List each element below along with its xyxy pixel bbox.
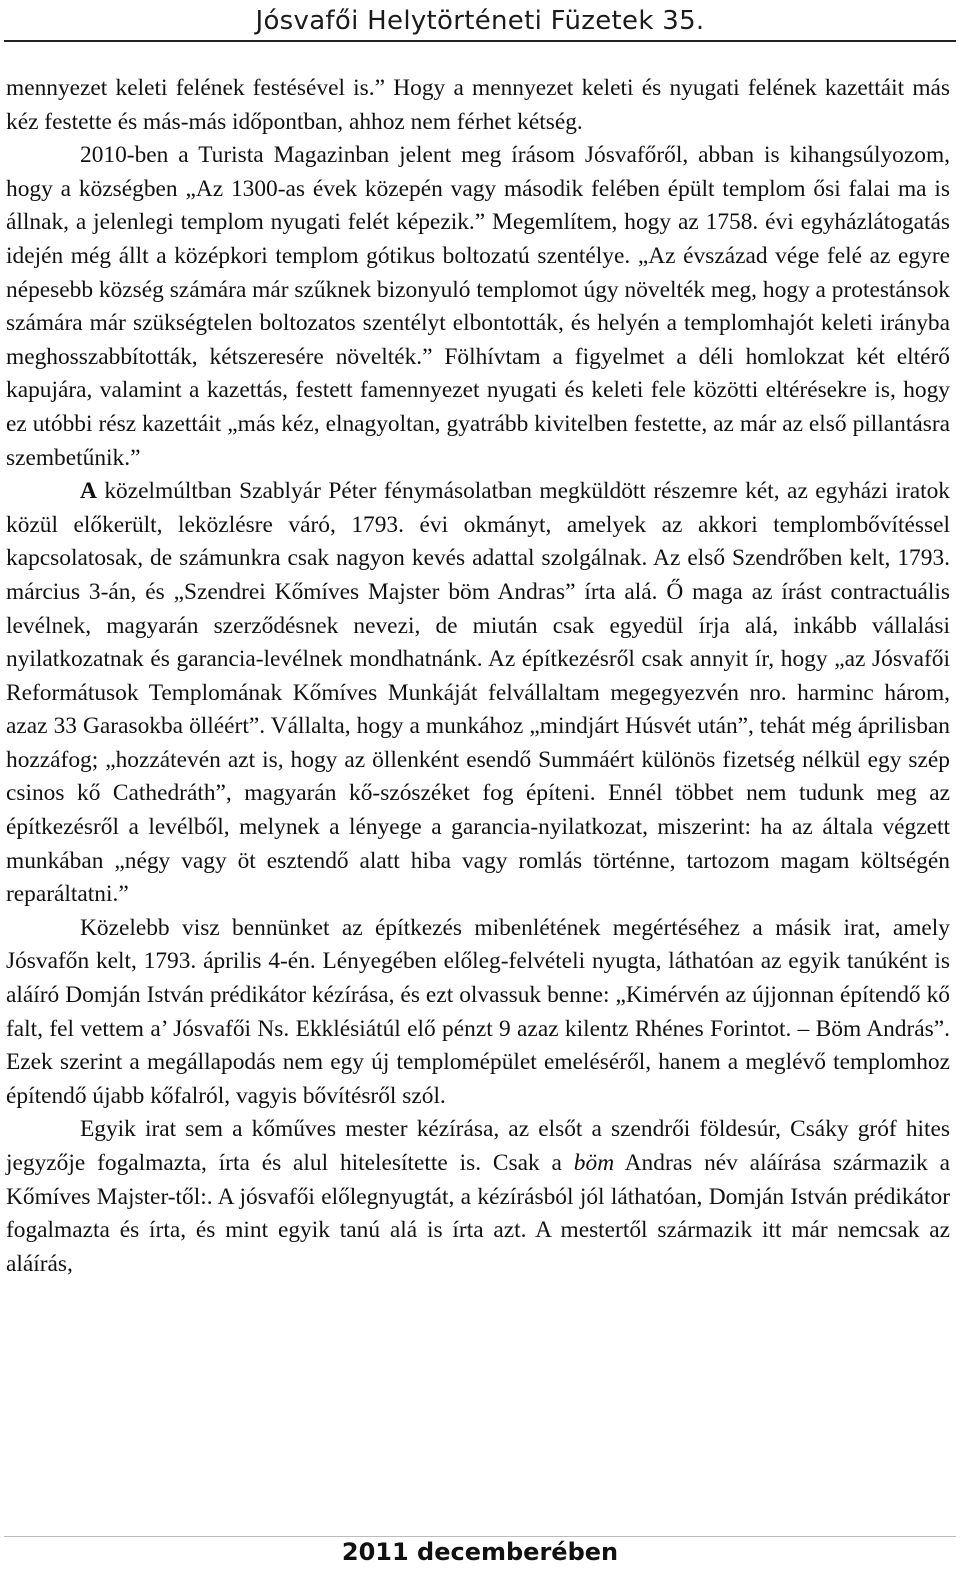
header-divider — [4, 40, 956, 42]
paragraph-3-text: közelmúltban Szablyár Péter fénymásolatban megküldött részemre két, az egyházi iratok közül előkerült, leközlésre váró, 1793. évi okmányt, amelyek az akkori templombővítéssel kapcsolatosak, de számunkra csak nagyon kevés adattal szolgálnak. Az első Szendrőben kelt, 1793. március 3-án, és „Szendrei Kőmíves Majster böm Andras” írta alá. Ő maga az írást contractuális levélnek, magyarán szerződésnek nevezi, de miután csak egyedül írja alá, inkább vállalási nyilatkozatnak és garancia-levélnek mondhatnánk. Az építkezésről csak annyit ír, hogy „az Jósvafői Reformátusok Templomának Kőmíves Munkáját felvállaltam megegyezvén nro. harminc három, azaz 33 Garasokba ölléért”. Vállalta, hogy a munkához „mindjárt Húsvét után”, tehát még áprilisban hozzáfog; „hozzátevén azt is, hogy az öllenként esendő Summáért különös fizetség nélkül egy szép csinos kő Cathedráth”, magyarán kő-szószéket fog építeni. Ennél többet nem tudunk meg az építkezésről a levélből, melynek a lényege a garancia-nyilatkozat, miszerint: ha az általa végzett munkában „négy vagy öt esztendő alatt hiba vagy romlás történne, tartozom magam költségén reparáltatni.” — [6, 478, 950, 908]
paragraph-1: mennyezet keleti felének festésével is.” Hogy a mennyezet keleti és nyugati felének kazettáit más kéz festette és más-más időpontban, ahhoz nem férhet kétség. — [6, 75, 950, 135]
paragraph-5-text-a: Egyik irat sem a kőműves mester kézírása, az elsőt a szendrői földesúr, Csáky gróf hites jegyzője fogalmazta, írta és alul hitelesítette is. Csak a — [6, 1116, 950, 1176]
paragraph-2: 2010-ben a Turista Magazinban jelent meg írásom Jósvafőről, abban is kihangsúlyozom, hogy a községben „Az 1300-as évek közepén vagy második felében épült templom ősi falai ma is állnak, a jelenlegi templom nyugati felét képezik.” Megemlítem, hogy az 1758. évi egyházlátogatás idején még állt a középkori templom gótikus boltozatú szentélye. „Az évszázad vége felé az egyre népesebb község számára már szűknek bizonyuló templomot úgy növelték meg, hogy a protestánsok számára már szükségtelen boltozatos szentélyt elbontották, és helyén a templomhajót keleti irányba meghosszabbították, kétszeresére növelték.” Fölhívtam a figyelmet a déli homlokzat két eltérő kapujára, valamint a kazettás, festett famennyezet nyugati és keleti fele közötti eltérésekre is, hogy ez utóbbi rész kazettáit „más kéz, elnagyoltan, gyatrább kivitelben festette, az már az első pillantásra szembetűnik.” — [6, 142, 950, 471]
footer-divider — [4, 1536, 956, 1537]
paragraph-5-text-b: Andras név aláírása származik a Kőmíves Majster-től:. A jósvafői előlegnyugtát, a kézírásból jól láthatóan, Domján István prédikátor fogalmazta és írta, és mint egyik tanú alá is írta azt. A mestertől származik itt már nemcsak az aláírás, — [6, 1150, 950, 1277]
page-footer: 2011 decemberében — [341, 1538, 619, 1566]
paragraph-5-italic: böm — [573, 1150, 615, 1176]
paragraph-3 — [6, 475, 950, 912]
paragraph-initial: A — [80, 478, 97, 505]
publication-title: Jósvafői Helytörténeti Füzetek 35. — [255, 6, 705, 36]
paragraph-4: Közelebb visz bennünket az építkezés mibenlétének megértéséhez a másik irat, amely Jósvafőn kelt, 1793. április 4-én. Lényegében előleg-felvételi nyugta, láthatóan az egyik tanúként is aláíró Domján István prédikátor kézírása, és ezt olvassuk benne: „Kimérvén az újjonnan építendő kő falt, fel vettem a’ Jósvafői Ns. Ekklésiátúl elő pénzt 9 azaz kilentz Rhénes Forintot. – Böm András”. Ezek szerint a megállapodás nem egy új templomépület emeléséről, hanem a meglévő templomhoz építendő újabb kőfalról, vagyis bővítésről szól. — [6, 914, 950, 1109]
paragraph-5 — [6, 1113, 950, 1281]
page-header — [0, 0, 960, 48]
article-body — [6, 72, 950, 1281]
